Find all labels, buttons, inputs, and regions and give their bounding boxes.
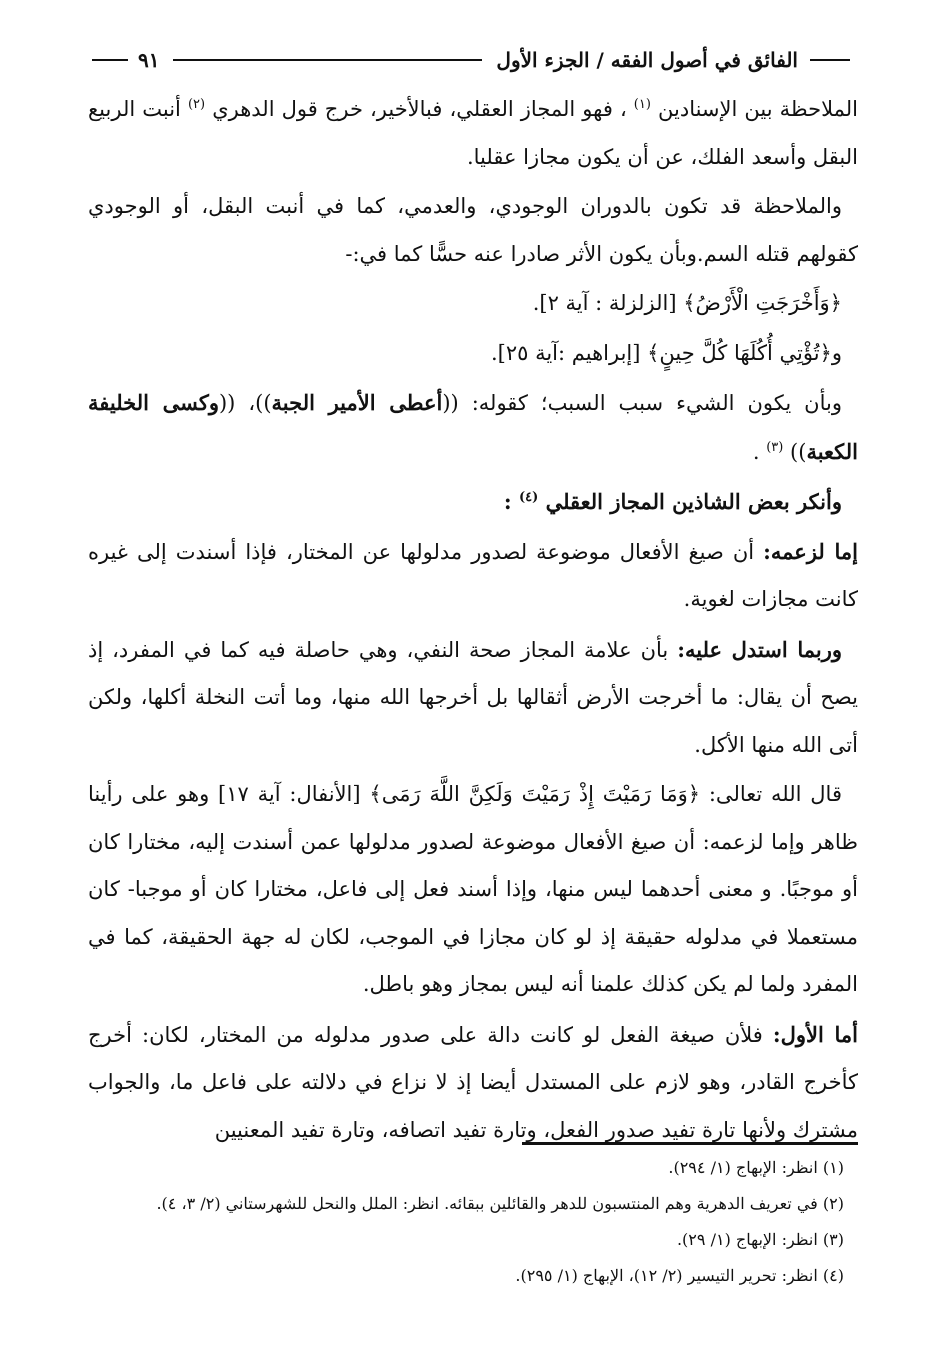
paragraph-2: والملاحظة قد تكون بالدوران الوجودي، والعدمي، كما في أنبت البقل، أو الوجودي كقولهم قتله السم.وبأن يكون الأثر صادرا عنه حسًّا كما في:-	[88, 194, 858, 266]
main-text	[88, 86, 858, 1156]
paragraph-8	[88, 626, 858, 770]
paragraph-7	[88, 528, 858, 624]
header-dash-right	[810, 59, 850, 61]
text-span: :	[503, 489, 512, 514]
footnote-ref-2[interactable]: (٢)	[187, 97, 206, 112]
footnote-ref-4[interactable]: (٤)	[518, 490, 539, 505]
text-span: الملاحظة بين الإسنادين	[658, 97, 859, 121]
heading-text: وأنكر بعض الشاذين المجاز العقلي	[545, 489, 842, 514]
text-span: أنبت الربيع البقل وأسعد الفلك، عن أن يكون مجازا عقليا.	[88, 97, 858, 169]
footnote-2: (٢) في تعريف الدهرية وهم المنتسبون للدهر والقائلين ببقائه. انظر: الملل والنحل للشهرستاني (٢/ ٣، ٤).	[156, 1194, 844, 1213]
footnote-3: (٣) انظر: الإبهاج (١/ ٢٩).	[676, 1230, 844, 1249]
text-span: فلأن صيغة الفعل لو كانت دالة على صدور مدلوله من المختار، لكان: أخرج كأخرج القادر، وهو لازم على المستدل أيضا إذ لا نزاع في دلالته على فاعل ما، والجواب مشترك ولأنها تارة تفيد صدور الفعل، وتارة تفيد اتصافه، وتارة تفيد المعنيين	[88, 1022, 858, 1142]
page-header	[88, 38, 856, 82]
quran-citation-1: ﴿وَأَخْرَجَتِ الْأَرْضُ﴾ [الزلزلة : آية ٢].	[532, 291, 842, 315]
running-title: الفائق في أصول الفقه / الجزء الأول	[496, 48, 798, 72]
footnote-4: (٤) انظر: تحرير التيسير (٢/ ١٢)، الإبهاج (١/ ٢٩٥).	[515, 1266, 844, 1285]
section-heading	[88, 478, 858, 526]
header-dash-left	[92, 59, 128, 61]
footnote-divider	[522, 1142, 858, 1145]
text-span: .	[752, 439, 760, 464]
text-span: بأن علامة المجاز صحة النفي، وهي حاصلة فيه كما في المفرد، إذ يصح أن يقال: ما أخرجت الأرض أثقالها بل أخرجها الله منها، وما أتت النخلة أكلها، ولكن أتى الله منها الأكل.	[88, 637, 858, 757]
bold-example-2: وكسى الخليفة الكعبة	[88, 390, 858, 464]
text-span: ))، ((	[218, 391, 272, 415]
paragraph-10	[88, 1011, 858, 1155]
footnote-ref-3[interactable]: (٣)	[766, 439, 784, 455]
text-span: أن صيغ الأفعال موضوعة لصدور مدلولها عن المختار، فإذا أسندت إلى غيره كانت مجازات لغوية.	[88, 539, 858, 611]
bold-example-1: أعطى الأمير الجبة	[271, 390, 443, 415]
text-span: ))	[790, 439, 807, 464]
footnote-1: (١) انظر: الإبهاج (١/ ٢٩٤).	[668, 1158, 844, 1177]
paragraph-5	[88, 379, 858, 476]
lead-in: وربما استدل عليه:	[677, 636, 842, 662]
paragraph-1	[88, 86, 858, 181]
paragraph-9	[88, 771, 858, 1009]
page-number: ٩١	[138, 48, 160, 72]
text-span: ، فهو المجاز العقلي، فبالأخير، خرج قول الدهري	[212, 97, 627, 121]
footnote-ref-1[interactable]: (١)	[633, 97, 651, 112]
quran-citation-2: و﴿تُؤْتِي أُكُلَهَا كُلَّ حِينٍ﴾ [إبراهيم :آية ٢٥].	[490, 340, 842, 365]
footnotes	[88, 1150, 858, 1294]
text-span: وبأن يكون الشيء سبب السبب؛ كقوله: ((	[442, 391, 842, 415]
text-span: قال الله تعالى: ﴿وَمَا رَمَيْتَ إِذْ رَمَيْتَ وَلَكِنَّ اللَّهَ رَمَى﴾ [الأنفال: آية ١٧] وهو على رأينا ظاهر وإما لزعمه: أن صيغ الأفعال موضوعة لصدور مدلولها عمن أسندت إليه، مختارا كان أو موجبًا. و معنى أحدهما ليس منها، وإذا أسند فعل إلى فاعل، مختارا كان أو موجبا- كان مستعملا في مدلوله حقيقة إذ لو كان مجازا في الموجب، لكان له جهة الحقيقة، كما في المفرد ولما لم يكن كذلك علمنا أنه ليس بمجاز وهو باطل.	[88, 782, 858, 996]
header-rule	[173, 59, 482, 61]
lead-in: إما لزعمه:	[763, 538, 858, 564]
lead-in: أما الأول:	[772, 1021, 858, 1047]
